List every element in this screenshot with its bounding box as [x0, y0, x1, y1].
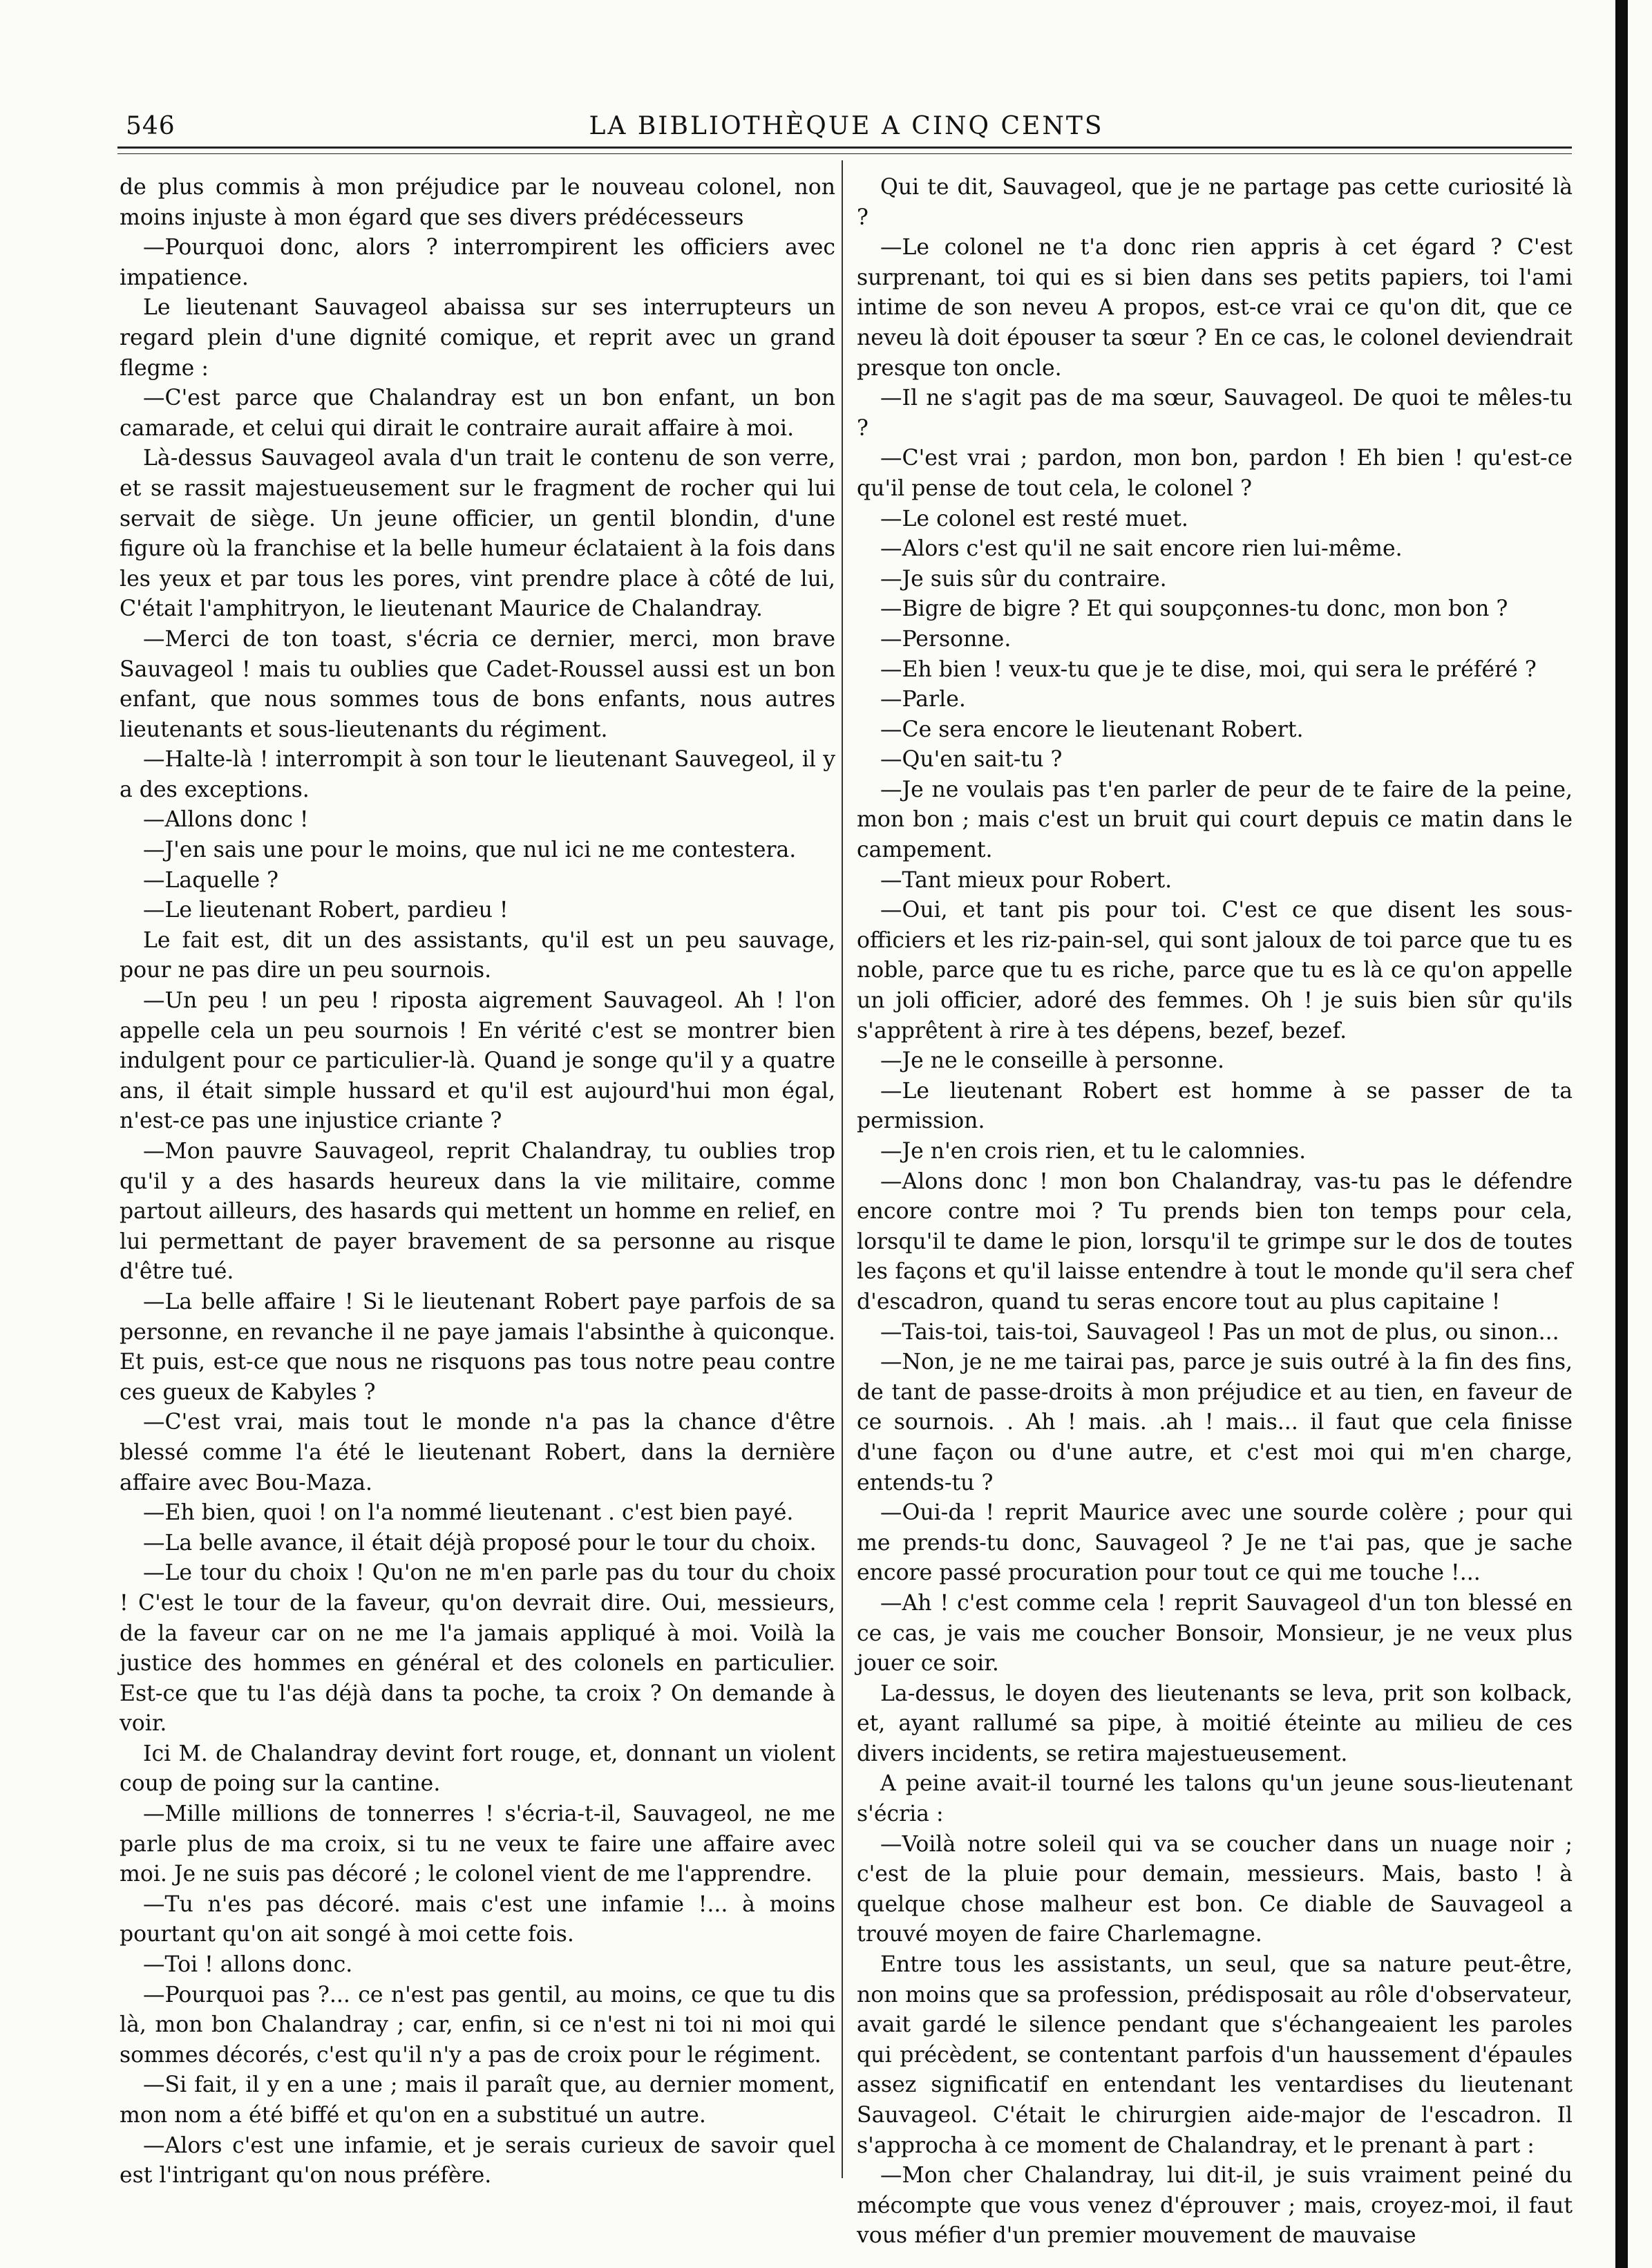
paragraph: —Voilà notre soleil qui va se coucher dans un nuage noir ; c'est de la pluie pour demain, messieurs. Mais, basto ! à quelque chose malheur est bon. Ce diable de Sauvageol a trouvé moyen de faire Charlemagne. — [857, 1831, 1573, 1947]
paragraph: —Tu n'es pas décoré. mais c'est une infamie !... à moins pourtant qu'on ait songé à moi cette fois. — [120, 1891, 835, 1947]
paragraph: —C'est parce que Chalandray est un bon enfant, un bon camarade, et celui qui dirait le contraire aurait affaire à moi. — [120, 386, 835, 441]
paragraph: —Tais-toi, tais-toi, Sauvageol ! Pas un mot de plus, ou sinon... — [880, 1319, 1559, 1345]
paragraph: —Je ne le conseille à personne. — [880, 1048, 1225, 1074]
paragraph: Le fait est, dit un des assistants, qu'il est un peu sauvage, pour ne pas dire un peu sournois. — [120, 927, 835, 983]
paragraph: —Eh bien ! veux-tu que je te dise, moi, qui sera le préféré ? — [880, 656, 1537, 682]
paragraph: —Parle. — [880, 687, 966, 712]
paragraph: —Je suis sûr du contraire. — [880, 566, 1167, 592]
paragraph: —Il ne s'agit pas de ma sœur, Sauvageol. De quoi te mêles-tu ? — [857, 386, 1573, 441]
paragraph: —Laquelle ? — [143, 867, 278, 893]
paragraph: —Eh bien, quoi ! on l'a nommé lieutenant . c'est bien payé. — [143, 1500, 794, 1526]
paragraph: —Mon cher Chalandray, lui dit-il, je suis vraiment peiné du mécompte que vous venez d'éprouver ; mais, croyez-moi, il faut vous méfier d'un premier mouvement de mauvaise — [857, 2163, 1573, 2249]
paragraph: A peine avait-il tourné les talons qu'un jeune sous-lieutenant s'écria : — [857, 1771, 1573, 1827]
paragraph: —La belle affaire ! Si le lieutenant Robert paye parfois de sa personne, en revanche il ne paye jamais l'absinthe à quiconque. Et puis, est-ce que nous ne risquons pas tous notre peau contre ces gueux de Kabyles ? — [120, 1289, 835, 1405]
paragraph: —Mon pauvre Sauvageol, reprit Chalandray, tu oublies trop qu'il y a des hasards heureux dans la vie militaire, comme partout ailleurs, des hasards qui mettent un homme en relief, en lui permettant de payer bravement de sa personne au risque d'être tué. — [120, 1139, 835, 1285]
paragraph: Entre tous les assistants, un seul, que sa nature peut-être, non moins que sa profession, prédisposait au rôle d'observateur, avait gardé le silence pendant que s'échangeaient les paroles qui précèdent, se contentant parfois d'un haussement d'épaules assez significatif en entendant les ventardises du lieutenant Sauvageol. C'était le chirurgien aide-major de l'escadron. Il s'approcha à ce moment de Chalandray, et le prenant à part : — [857, 1952, 1573, 2158]
paragraph: —C'est vrai, mais tout le monde n'a pas la chance d'être blessé comme l'a été le lieutenant Robert, dans la dernière affaire avec Bou-Maza. — [120, 1410, 835, 1495]
paragraph: de plus commis à mon préjudice par le nouveau colonel, non moins injuste à mon égard que ses divers prédécesseurs — [120, 175, 835, 230]
scan-edge-bar — [1615, 0, 1628, 2268]
paragraph: —Allons donc ! — [143, 807, 309, 833]
paragraph: —J'en sais une pour le moins, que nul ici ne me contestera. — [143, 838, 797, 863]
paragraph: —Tant mieux pour Robert. — [880, 867, 1172, 893]
right-text-column — [857, 173, 1573, 2251]
left-text-column — [120, 173, 835, 2191]
paragraph: Le lieutenant Sauvageol abaissa sur ses interrupteurs un regard plein d'une dignité comique, et reprit avec un grand flegme : — [120, 295, 835, 381]
paragraph: —Alons donc ! mon bon Chalandray, vas-tu pas le défendre encore contre moi ? Tu prends bien ton temps pour cela, lorsqu'il te dame le pion, lorsqu'il te grimpe sur le dos de toutes les façons et qu'il laisse entendre à tout le monde qu'il sera chef d'escadron, quand tu seras encore tout au plus capitaine ! — [857, 1169, 1573, 1314]
paragraph: —Le colonel est resté muet. — [880, 506, 1188, 531]
paragraph: —Merci de ton toast, s'écria ce dernier, merci, mon brave Sauvageol ! mais tu oublies que Cadet-Roussel aussi est un bon enfant, que nous sommes tous de bons enfants, nous autres lieutenants et sous-lieutenants du régiment. — [120, 626, 835, 742]
paragraph: —Ah ! c'est comme cela ! reprit Sauvageol d'un ton blessé en ce cas, je vais me coucher Bonsoir, Monsieur, je ne veux plus jouer ce soir. — [857, 1590, 1573, 1676]
page-number: 546 — [126, 112, 175, 140]
paragraph: —Toi ! allons donc. — [143, 1952, 353, 1978]
paragraph: —Je ne voulais pas t'en parler de peur de te faire de la peine, mon bon ; mais c'est un bruit qui court depuis ce matin dans le campement. — [857, 777, 1573, 863]
paragraph: —Ce sera encore le lieutenant Robert. — [880, 717, 1304, 742]
paragraph: —Oui, et tant pis pour toi. C'est ce que disent les sous-officiers et les riz-pain-sel, qui sont jaloux de toi parce que tu es noble, parce que tu es riche, parce que tu es là ce qu'on appelle un joli officier, adoré des femmes. Oh ! je suis bien sûr qu'ils s'apprêtent à rire à tes dépens, bezef, bezef. — [857, 898, 1573, 1043]
paragraph: La-dessus, le doyen des lieutenants se leva, prit son kolback, et, ayant rallumé sa pipe, à moitié éteinte au milieu de ces divers incidents, se retira majestueusement. — [857, 1681, 1573, 1766]
page-header — [117, 104, 1575, 145]
paragraph: —Un peu ! un peu ! riposta aigrement Sauvageol. Ah ! l'on appelle cela un peu sournois ! En vérité c'est se montrer bien indulgent pour ce particulier-là. Quand je songe qu'il y a quatre ans, il était simple hussard et qu'il est aujourd'hui mon égal, n'est-ce pas une injustice criante ? — [120, 988, 835, 1134]
paragraph: —Si fait, il y en a une ; mais il paraît que, au dernier moment, mon nom a été biffé et qu'on en a substitué un autre. — [120, 2072, 835, 2128]
paragraph: —Mille millions de tonnerres ! s'écria-t-il, Sauvageol, ne me parle plus de ma croix, si tu ne veux te faire une affaire avec moi. Je ne suis pas décoré ; le colonel vient de me l'apprendre. — [120, 1802, 835, 1887]
paragraph: Là-dessus Sauvageol avala d'un trait le contenu de son verre, et se rassit majestueusement sur le fragment de rocher qui lui servait de siège. Un jeune officier, un gentil blondin, d'une figure où la franchise et la belle humeur éclataient à la fois dans les yeux et par tous les pores, vint prendre place à côté de lui, C'était l'amphitryon, le lieutenant Maurice de Chalandray. — [120, 446, 835, 622]
paragraph: —La belle avance, il était déjà proposé pour le tour du choix. — [143, 1530, 817, 1556]
paragraph: —Bigre de bigre ? Et qui soupçonnes-tu donc, mon bon ? — [880, 596, 1508, 622]
paragraph: Ici M. de Chalandray devint fort rouge, et, donnant un violent coup de poing sur la cantine. — [120, 1741, 835, 1797]
paragraph: —Oui-da ! reprit Maurice avec une sourde colère ; pour qui me prends-tu donc, Sauvageol ? Je ne t'ai pas, que je sache encore passé procuration pour tout ce qui me touche !... — [857, 1500, 1573, 1586]
paragraph: —Alors c'est qu'il ne sait encore rien lui-même. — [880, 536, 1403, 562]
header-rule-thin — [117, 153, 1572, 154]
paragraph: Qui te dit, Sauvageol, que je ne partage pas cette curiosité là ? — [857, 175, 1573, 230]
paragraph: —Halte-là ! interrompit à son tour le lieutenant Sauvegeol, il y a des exceptions. — [120, 747, 835, 802]
header-rule-thick — [117, 147, 1572, 149]
paragraph: —Pourquoi pas ?... ce n'est pas gentil, au moins, ce que tu dis là, mon bon Chalandray ; car, enfin, si ce n'est ni toi ni moi qui sommes décorés, c'est qu'il n'y a pas de croix pour le régiment. — [120, 1982, 835, 2068]
paragraph: —Personne. — [880, 626, 1012, 652]
paragraph: —Le lieutenant Robert, pardieu ! — [143, 898, 509, 923]
paragraph: —Le colonel ne t'a donc rien appris à cet égard ? C'est surprenant, toi qui es si bien dans ses petits papiers, toi l'ami intime de son neveu A propos, est-ce vrai ce qu'on dit, que ce neveu là doit épouser ta sœur ? En ce cas, le colonel deviendrait presque ton oncle. — [857, 235, 1573, 381]
paragraph: —C'est vrai ; pardon, mon bon, pardon ! Eh bien ! qu'est-ce qu'il pense de tout cela, le colonel ? — [857, 446, 1573, 501]
paragraph: —Le lieutenant Robert est homme à se passer de ta permission. — [857, 1078, 1573, 1134]
paragraph: —Le tour du choix ! Qu'on ne m'en parle pas du tour du choix ! C'est le tour de la faveur, qu'on devrait dire. Oui, messieurs, de la faveur car on ne me l'a jamais appliqué à moi. Voilà la justice des hommes en général et des colonels en particulier. Est-ce que tu l'as déjà dans ta poche, ta croix ? On demande à voir. — [120, 1560, 835, 1737]
running-title: LA BIBLIOTHÈQUE A CINQ CENTS — [589, 112, 1104, 140]
paragraph: —Non, je ne me tairai pas, parce je suis outré à la fin des fins, de tant de passe-droits à mon préjudice et au tien, en faveur de ce sournois. . Ah ! mais. .ah ! mais... il faut que cela finisse d'une façon ou d'une autre, et c'est moi qui m'en charge, entends-tu ? — [857, 1350, 1573, 1495]
paragraph: —Pourquoi donc, alors ? interrompirent les officiers avec impatience. — [120, 235, 835, 290]
paragraph: —Je n'en crois rien, et tu le calomnies. — [880, 1139, 1307, 1164]
paragraph: —Alors c'est une infamie, et je serais curieux de savoir quel est l'intrigant qu'on nous préfère. — [120, 2133, 835, 2189]
column-divider — [842, 160, 843, 2178]
paragraph: —Qu'en sait-tu ? — [880, 747, 1063, 773]
